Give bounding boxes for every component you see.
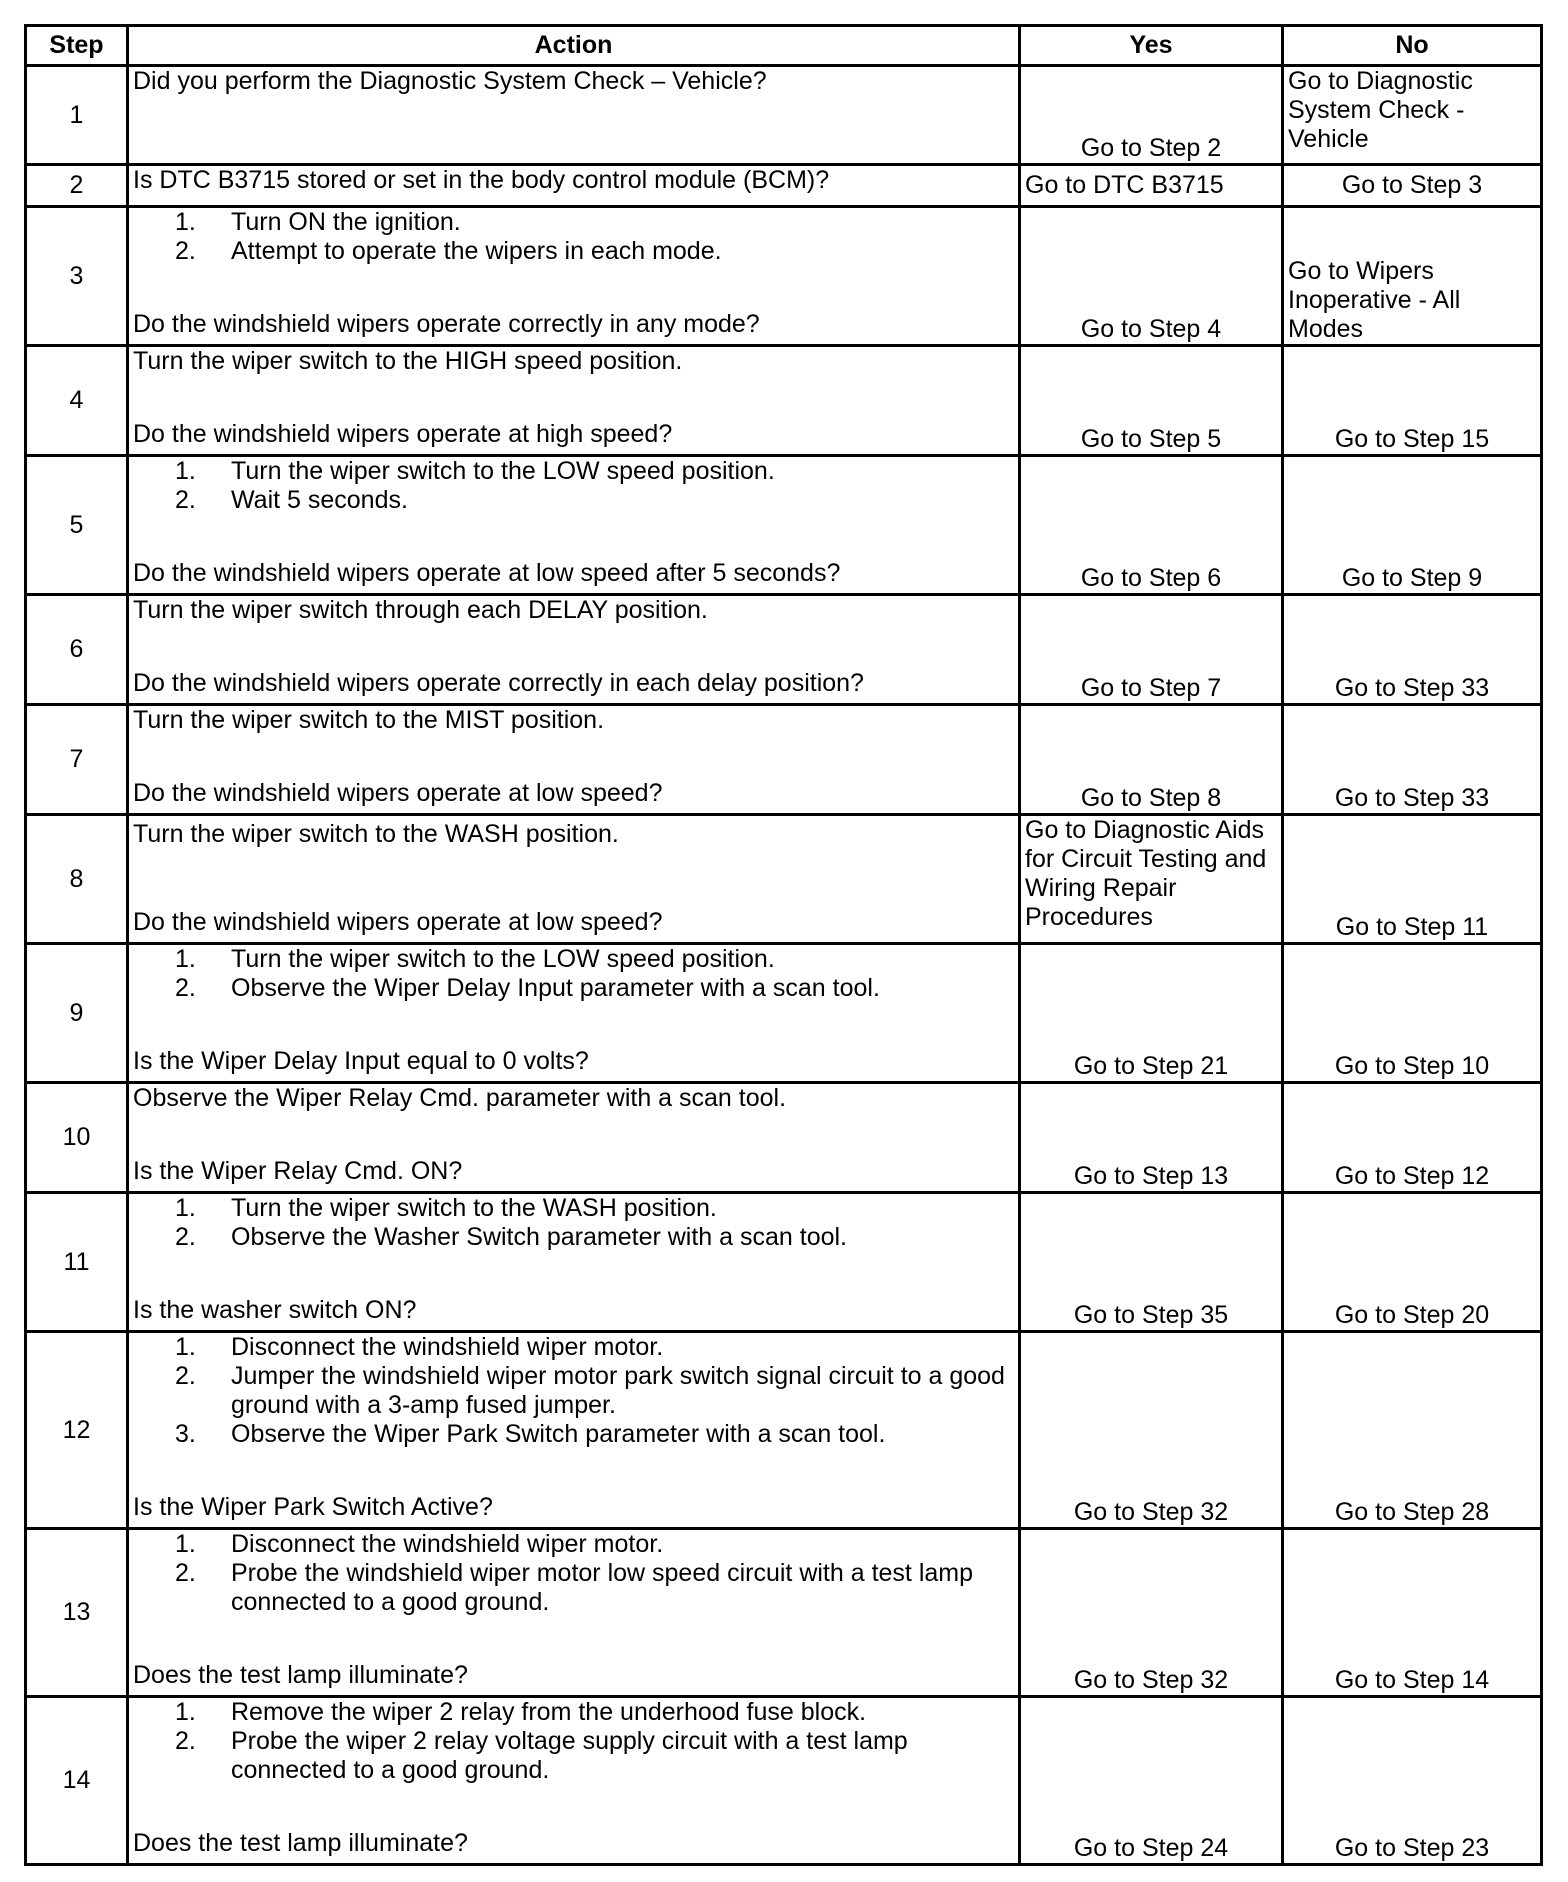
action-step-text: Turn ON the ignition. <box>231 208 461 236</box>
action-step-item <box>175 1362 1014 1420</box>
action-question: Does the test lamp illuminate? <box>133 1829 468 1857</box>
table-row <box>26 165 1542 207</box>
action-cell <box>128 944 1020 1083</box>
action-cell <box>128 705 1020 815</box>
action-step-number: 1. <box>175 1530 196 1558</box>
yes-result: Go to Step 24 <box>1020 1697 1283 1865</box>
action-step-list <box>133 1698 1014 1785</box>
no-result: Go to Wipers Inoperative - All Modes <box>1283 207 1542 346</box>
action-step-list <box>133 457 1014 515</box>
action-step-list <box>133 1530 1014 1617</box>
table-row <box>26 1529 1542 1697</box>
action-step-list <box>133 208 1014 266</box>
action-step-item <box>175 1333 1014 1362</box>
action-step-text: Turn the wiper switch to the LOW speed position. <box>231 945 775 973</box>
yes-result: Go to DTC B3715 <box>1020 165 1283 207</box>
action-question: Is the Wiper Relay Cmd. ON? <box>133 1157 463 1185</box>
action-step-item <box>175 974 1014 1003</box>
step-number: 7 <box>26 705 128 815</box>
action-cell <box>128 1332 1020 1529</box>
action-step-item <box>175 457 1014 486</box>
table-row <box>26 595 1542 705</box>
yes-result: Go to Step 7 <box>1020 595 1283 705</box>
action-cell <box>128 165 1020 207</box>
action-step-item <box>175 237 1014 266</box>
action-step-item <box>175 1223 1014 1252</box>
action-cell <box>128 1193 1020 1332</box>
step-number: 10 <box>26 1083 128 1193</box>
action-cell <box>128 66 1020 165</box>
no-result: Go to Step 15 <box>1283 346 1542 456</box>
action-step-text: Probe the windshield wiper motor low speed circuit with a test lamp connected to a good ground. <box>231 1559 974 1616</box>
action-question: Do the windshield wipers operate at low speed? <box>133 908 663 936</box>
header-row <box>26 26 1542 66</box>
table-row <box>26 207 1542 346</box>
table-body <box>26 66 1542 1865</box>
action-cell <box>128 456 1020 595</box>
yes-result: Go to Step 13 <box>1020 1083 1283 1193</box>
action-step-number: 2. <box>175 1223 196 1251</box>
action-cell <box>128 207 1020 346</box>
table-row <box>26 1332 1542 1529</box>
no-result: Go to Step 23 <box>1283 1697 1542 1865</box>
action-step-number: 1. <box>175 457 196 485</box>
action-instruction: Is DTC B3715 stored or set in the body control module (BCM)? <box>133 166 830 194</box>
no-result: Go to Step 33 <box>1283 595 1542 705</box>
action-step-item <box>175 1420 1014 1449</box>
table-row <box>26 944 1542 1083</box>
yes-result: Go to Step 21 <box>1020 944 1283 1083</box>
action-step-text: Observe the Wiper Park Switch parameter with a scan tool. <box>231 1420 886 1448</box>
yes-result: Go to Step 6 <box>1020 456 1283 595</box>
no-result: Go to Step 10 <box>1283 944 1542 1083</box>
action-step-text: Turn the wiper switch to the WASH position. <box>231 1194 717 1222</box>
step-number: 2 <box>26 165 128 207</box>
action-step-item <box>175 486 1014 515</box>
table-row <box>26 705 1542 815</box>
action-step-list <box>133 1194 1014 1252</box>
action-step-text: Remove the wiper 2 relay from the underhood fuse block. <box>231 1698 867 1726</box>
action-instruction: Observe the Wiper Relay Cmd. parameter with a scan tool. <box>133 1084 787 1112</box>
no-result: Go to Step 3 <box>1283 165 1542 207</box>
action-question: Is the Wiper Park Switch Active? <box>133 1493 493 1521</box>
yes-result: Go to Step 32 <box>1020 1529 1283 1697</box>
action-step-list <box>133 1333 1014 1449</box>
action-instruction: Did you perform the Diagnostic System Check – Vehicle? <box>133 67 767 95</box>
step-number: 8 <box>26 815 128 944</box>
action-question: Does the test lamp illuminate? <box>133 1661 468 1689</box>
action-step-list <box>133 945 1014 1003</box>
no-result: Go to Step 33 <box>1283 705 1542 815</box>
action-step-number: 2. <box>175 1362 196 1390</box>
action-step-item <box>175 1530 1014 1559</box>
table-row <box>26 1193 1542 1332</box>
step-number: 5 <box>26 456 128 595</box>
action-step-number: 3. <box>175 1420 196 1448</box>
action-cell <box>128 1697 1020 1865</box>
no-result: Go to Step 12 <box>1283 1083 1542 1193</box>
table-row <box>26 66 1542 165</box>
action-question: Do the windshield wipers operate at low speed? <box>133 779 663 807</box>
diagnostic-table <box>24 24 1543 1866</box>
action-step-number: 1. <box>175 1698 196 1726</box>
action-step-text: Disconnect the windshield wiper motor. <box>231 1530 664 1558</box>
step-number: 14 <box>26 1697 128 1865</box>
step-number: 6 <box>26 595 128 705</box>
action-step-text: Observe the Wiper Delay Input parameter with a scan tool. <box>231 974 880 1002</box>
step-number: 11 <box>26 1193 128 1332</box>
step-number: 4 <box>26 346 128 456</box>
table-row <box>26 346 1542 456</box>
action-question: Is the Wiper Delay Input equal to 0 volts? <box>133 1047 589 1075</box>
action-instruction: Turn the wiper switch to the WASH position. <box>133 820 619 848</box>
action-step-number: 1. <box>175 208 196 236</box>
action-question: Do the windshield wipers operate correctly in any mode? <box>133 310 760 338</box>
table-row <box>26 1083 1542 1193</box>
yes-result: Go to Step 32 <box>1020 1332 1283 1529</box>
step-number: 13 <box>26 1529 128 1697</box>
action-question: Is the washer switch ON? <box>133 1296 417 1324</box>
action-step-text: Probe the wiper 2 relay voltage supply circuit with a test lamp connected to a good ground. <box>231 1727 908 1784</box>
action-question: Do the windshield wipers operate at high speed? <box>133 420 673 448</box>
action-step-item <box>175 1727 1014 1785</box>
action-step-number: 2. <box>175 1559 196 1587</box>
action-step-number: 1. <box>175 1194 196 1222</box>
action-step-text: Jumper the windshield wiper motor park switch signal circuit to a good ground with a 3-amp fused jumper. <box>231 1362 1005 1419</box>
action-step-text: Turn the wiper switch to the LOW speed position. <box>231 457 775 485</box>
yes-result: Go to Step 5 <box>1020 346 1283 456</box>
action-step-item <box>175 208 1014 237</box>
action-step-number: 2. <box>175 237 196 265</box>
action-step-item <box>175 1194 1014 1223</box>
action-instruction: Turn the wiper switch through each DELAY position. <box>133 596 708 624</box>
action-step-number: 2. <box>175 1727 196 1755</box>
action-step-number: 2. <box>175 974 196 1002</box>
yes-result: Go to Step 35 <box>1020 1193 1283 1332</box>
action-step-number: 1. <box>175 945 196 973</box>
yes-result: Go to Step 2 <box>1020 66 1283 165</box>
action-step-text: Attempt to operate the wipers in each mode. <box>231 237 722 265</box>
step-number: 3 <box>26 207 128 346</box>
action-instruction: Turn the wiper switch to the MIST position. <box>133 706 605 734</box>
action-step-number: 1. <box>175 1333 196 1361</box>
no-result: Go to Step 14 <box>1283 1529 1542 1697</box>
action-cell <box>128 346 1020 456</box>
no-result: Go to Step 11 <box>1283 815 1542 944</box>
step-number: 12 <box>26 1332 128 1529</box>
yes-result: Go to Diagnostic Aids for Circuit Testing and Wiring Repair Procedures <box>1020 815 1283 944</box>
table-row <box>26 1697 1542 1865</box>
header-yes: Yes <box>1020 26 1283 66</box>
action-instruction: Turn the wiper switch to the HIGH speed position. <box>133 347 683 375</box>
header-step: Step <box>26 26 128 66</box>
header-action: Action <box>128 26 1020 66</box>
step-number: 1 <box>26 66 128 165</box>
no-result: Go to Diagnostic System Check - Vehicle <box>1283 66 1542 165</box>
step-number: 9 <box>26 944 128 1083</box>
action-step-text: Observe the Washer Switch parameter with a scan tool. <box>231 1223 848 1251</box>
action-step-number: 2. <box>175 486 196 514</box>
action-question: Do the windshield wipers operate correctly in each delay position? <box>133 669 864 697</box>
yes-result: Go to Step 8 <box>1020 705 1283 815</box>
action-step-item <box>175 945 1014 974</box>
yes-result: Go to Step 4 <box>1020 207 1283 346</box>
no-result: Go to Step 9 <box>1283 456 1542 595</box>
action-cell <box>128 1529 1020 1697</box>
action-cell <box>128 595 1020 705</box>
header-no: No <box>1283 26 1542 66</box>
action-cell <box>128 1083 1020 1193</box>
no-result: Go to Step 20 <box>1283 1193 1542 1332</box>
action-step-item <box>175 1559 1014 1617</box>
action-cell <box>128 815 1020 944</box>
table-row <box>26 815 1542 944</box>
no-result: Go to Step 28 <box>1283 1332 1542 1529</box>
table-row <box>26 456 1542 595</box>
action-step-item <box>175 1698 1014 1727</box>
action-step-text: Disconnect the windshield wiper motor. <box>231 1333 664 1361</box>
action-question: Do the windshield wipers operate at low speed after 5 seconds? <box>133 559 841 587</box>
action-step-text: Wait 5 seconds. <box>231 486 408 514</box>
